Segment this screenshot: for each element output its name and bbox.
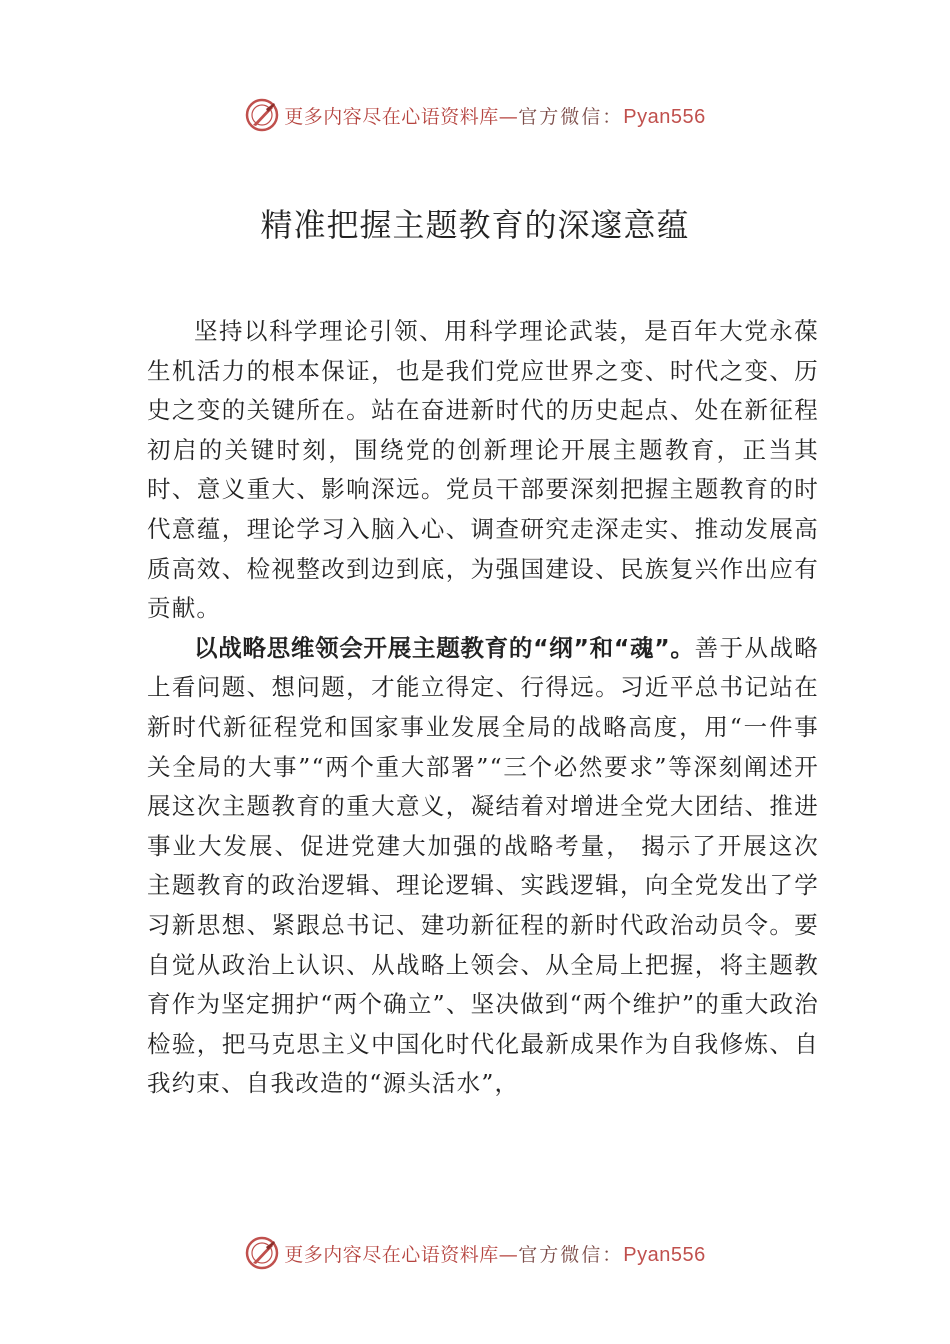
footer-banner-text bbox=[284, 1240, 706, 1267]
footer-wechat-id: Pyan556 bbox=[623, 1243, 706, 1266]
header-dash: — bbox=[498, 105, 519, 128]
quill-logo-icon bbox=[244, 97, 280, 133]
footer-dash: — bbox=[498, 1243, 519, 1266]
paragraph-1: 坚持以科学理论引领、用科学理论武装，是百年大党永葆生机活力的根本保证，也是我们党应世界之变、时代之变、历史之变的关键所在。站在奋进新时代的历史起点、处在新征程初启的关键时刻，围绕党的创新理论开展主题教育，正当其时、意义重大、影响深远。党员干部要深刻把握主题教育的时代意蕴，理论学习入脑入心、调查研究走深走实、推动发展高质高效、检视整改到边到底，为强国建设、民族复兴作出应有贡献。 bbox=[147, 317, 819, 623]
document-body bbox=[147, 312, 819, 1104]
header-wechat-label: 官方微信： bbox=[518, 105, 624, 128]
header-wechat-id: Pyan556 bbox=[623, 105, 706, 128]
paragraph-2-body: 善于从战略上看问题、想问题，才能立得定、行得远。习近平总书记站在新时代新征程党和国家事业发展全局的战略高度，用“一件事关全局的大事”“两个重大部署”“三个必然要求”等深刻阐述开展这次主题教育的重大意义，凝结着对增进全党大团结、推进事业大发展、促进党建大加强的战略考量， 揭示了开展这次主题教育的政治逻辑、理论逻辑、实践逻辑，向全党发出了学习新思想、紧跟总书记、建功新征程的新时代政治动员令。要自觉从政治上认识、从战略上领会、从全局上把握，将主题教育作为坚定拥护“两个确立”、坚决做到“两个维护”的重大政治检验，把马克思主义中国化时代化最新成果作为自我修炼、自我约束、自我改造的“源头活水”， bbox=[147, 633, 820, 1098]
header-banner bbox=[0, 95, 950, 135]
quill-logo-icon bbox=[244, 1235, 280, 1271]
header-brand: 更多内容尽在心语资料库 bbox=[284, 105, 499, 128]
footer-brand: 更多内容尽在心语资料库 bbox=[284, 1243, 499, 1266]
document-title: 精准把握主题教育的深邃意蕴 bbox=[260, 206, 690, 244]
paragraph-2 bbox=[147, 629, 819, 1104]
paragraph-2-lead: 以战略思维领会开展主题教育的“纲”和“魂”。 bbox=[194, 633, 695, 662]
footer-wechat-label: 官方微信： bbox=[518, 1243, 624, 1266]
footer-banner bbox=[0, 1233, 950, 1273]
header-banner-text bbox=[284, 102, 706, 129]
